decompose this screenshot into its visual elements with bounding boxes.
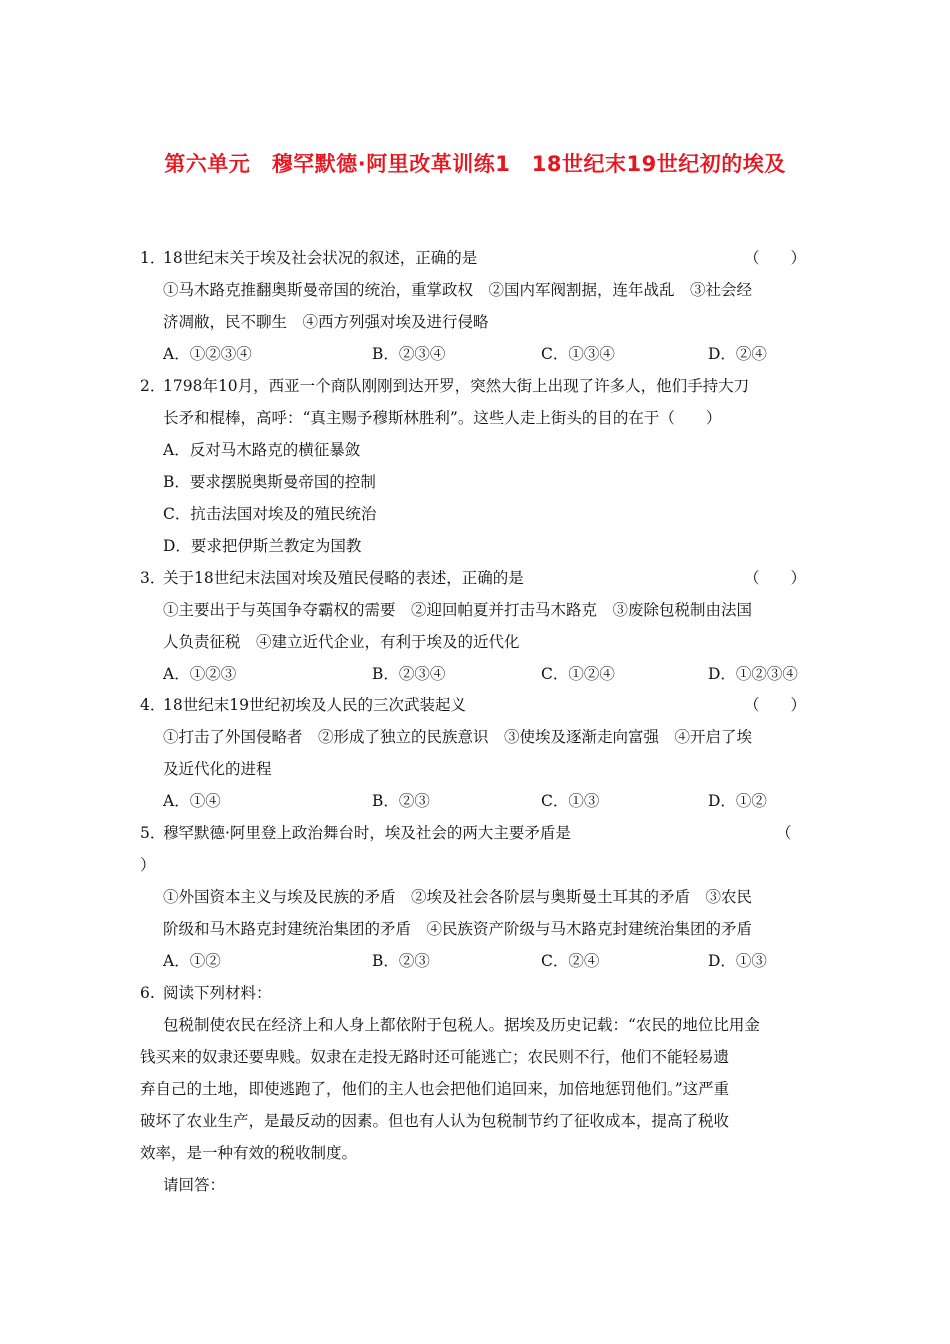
option-b: B．要求摆脱奥斯曼帝国的控制	[163, 473, 376, 491]
question-number: 3．	[140, 569, 166, 587]
question-number: 5．	[140, 824, 166, 842]
question-stem: 穆罕默德·阿里登上政治舞台时，埃及社会的两大主要矛盾是	[163, 824, 571, 842]
option-d: D．①②③④	[708, 665, 798, 683]
option-c: C．抗击法国对埃及的殖民统治	[163, 505, 377, 523]
question-stem: 18世纪末19世纪初埃及人民的三次武装起义	[163, 696, 466, 714]
question-text-line: 及近代化的进程	[163, 760, 272, 778]
option-a: A．①②	[163, 952, 221, 970]
question-number: 2．	[140, 377, 166, 395]
option-b: B．②③	[372, 792, 430, 810]
material-paragraph-line: 效率，是一种有效的税收制度。	[140, 1144, 358, 1162]
option-d: D．①③	[708, 952, 767, 970]
answer-bracket-open: （	[776, 824, 792, 842]
option-b: B．②③④	[372, 665, 446, 683]
answer-prompt: 请回答：	[163, 1176, 226, 1194]
question-number: 4．	[140, 696, 166, 714]
question-text-line: ①主要出于与英国争夺霸权的需要 ②迎回帕夏并打击马木路克 ③废除包税制由法国	[163, 601, 753, 619]
question-stem: 关于18世纪末法国对埃及殖民侵略的表述，正确的是	[163, 569, 524, 587]
question-number: 1．	[140, 249, 166, 267]
question-text-line: ①打击了外国侵略者 ②形成了独立的民族意识 ③使埃及逐渐走向富强 ④开启了埃	[163, 728, 753, 746]
option-a: A．①④	[163, 792, 221, 810]
question-text-line: 济凋敝，民不聊生 ④西方列强对埃及进行侵略	[163, 313, 489, 331]
option-c: C．②④	[541, 952, 600, 970]
material-paragraph-line: 弃自己的土地，即使逃跑了，他们的主人也会把他们追回来，加倍地惩罚他们。”这严重	[140, 1080, 730, 1098]
option-c: C．①②④	[541, 665, 615, 683]
question-stem: 阅读下列材料：	[163, 984, 272, 1002]
question-text-line: 人负责征税 ④建立近代企业，有利于埃及的近代化	[163, 633, 520, 651]
option-d: D．②④	[708, 345, 767, 363]
question-stem: 18世纪末关于埃及社会状况的叙述，正确的是	[163, 249, 478, 267]
material-paragraph-line: 破坏了农业生产，是最反动的因素。但也有人认为包税制节约了征收成本，提高了税收	[140, 1112, 730, 1130]
question-text-line: ①外国资本主义与埃及民族的矛盾 ②埃及社会各阶层与奥斯曼土耳其的矛盾 ③农民	[163, 888, 753, 906]
question-text-line: 1798年10月，西亚一个商队刚刚到达开罗，突然大街上出现了许多人，他们手持大刀	[163, 377, 750, 395]
page-title: 第六单元 穆罕默德·阿里改革训练1 18世纪末19世纪初的埃及	[164, 152, 786, 176]
material-paragraph-line: 包税制使农民在经济上和人身上都依附于包税人。据埃及历史记载：“农民的地位比用金	[163, 1016, 760, 1034]
answer-bracket: （ ）	[744, 249, 807, 267]
option-a: A．反对马木路克的横征暴敛	[163, 441, 361, 459]
material-paragraph-line: 钱买来的奴隶还要卑贱。奴隶在走投无路时还可能逃亡；农民则不行，他们不能轻易遗	[140, 1048, 730, 1066]
option-b: B．②③	[372, 952, 430, 970]
question-text-line: ①马木路克推翻奥斯曼帝国的统治，重掌政权 ②国内军阀割据，连年战乱 ③社会经	[163, 281, 753, 299]
option-d: D．要求把伊斯兰教定为国教	[163, 537, 362, 555]
option-c: C．①③④	[541, 345, 615, 363]
option-a: A．①②③④	[163, 345, 252, 363]
option-b: B．②③④	[372, 345, 446, 363]
answer-bracket-close: ）	[140, 856, 156, 874]
answer-bracket: （ ）	[744, 569, 807, 587]
question-text-line: 长矛和棍棒，高呼：“真主赐予穆斯林胜利”。这些人走上街头的目的在于（ ）	[163, 409, 722, 427]
option-c: C．①③	[541, 792, 600, 810]
question-text-line: 阶级和马木路克封建统治集团的矛盾 ④民族资产阶级与马木路克封建统治集团的矛盾	[163, 920, 753, 938]
option-d: D．①②	[708, 792, 767, 810]
option-a: A．①②③	[163, 665, 237, 683]
question-number: 6.	[140, 984, 155, 1002]
answer-bracket: （ ）	[744, 696, 807, 714]
